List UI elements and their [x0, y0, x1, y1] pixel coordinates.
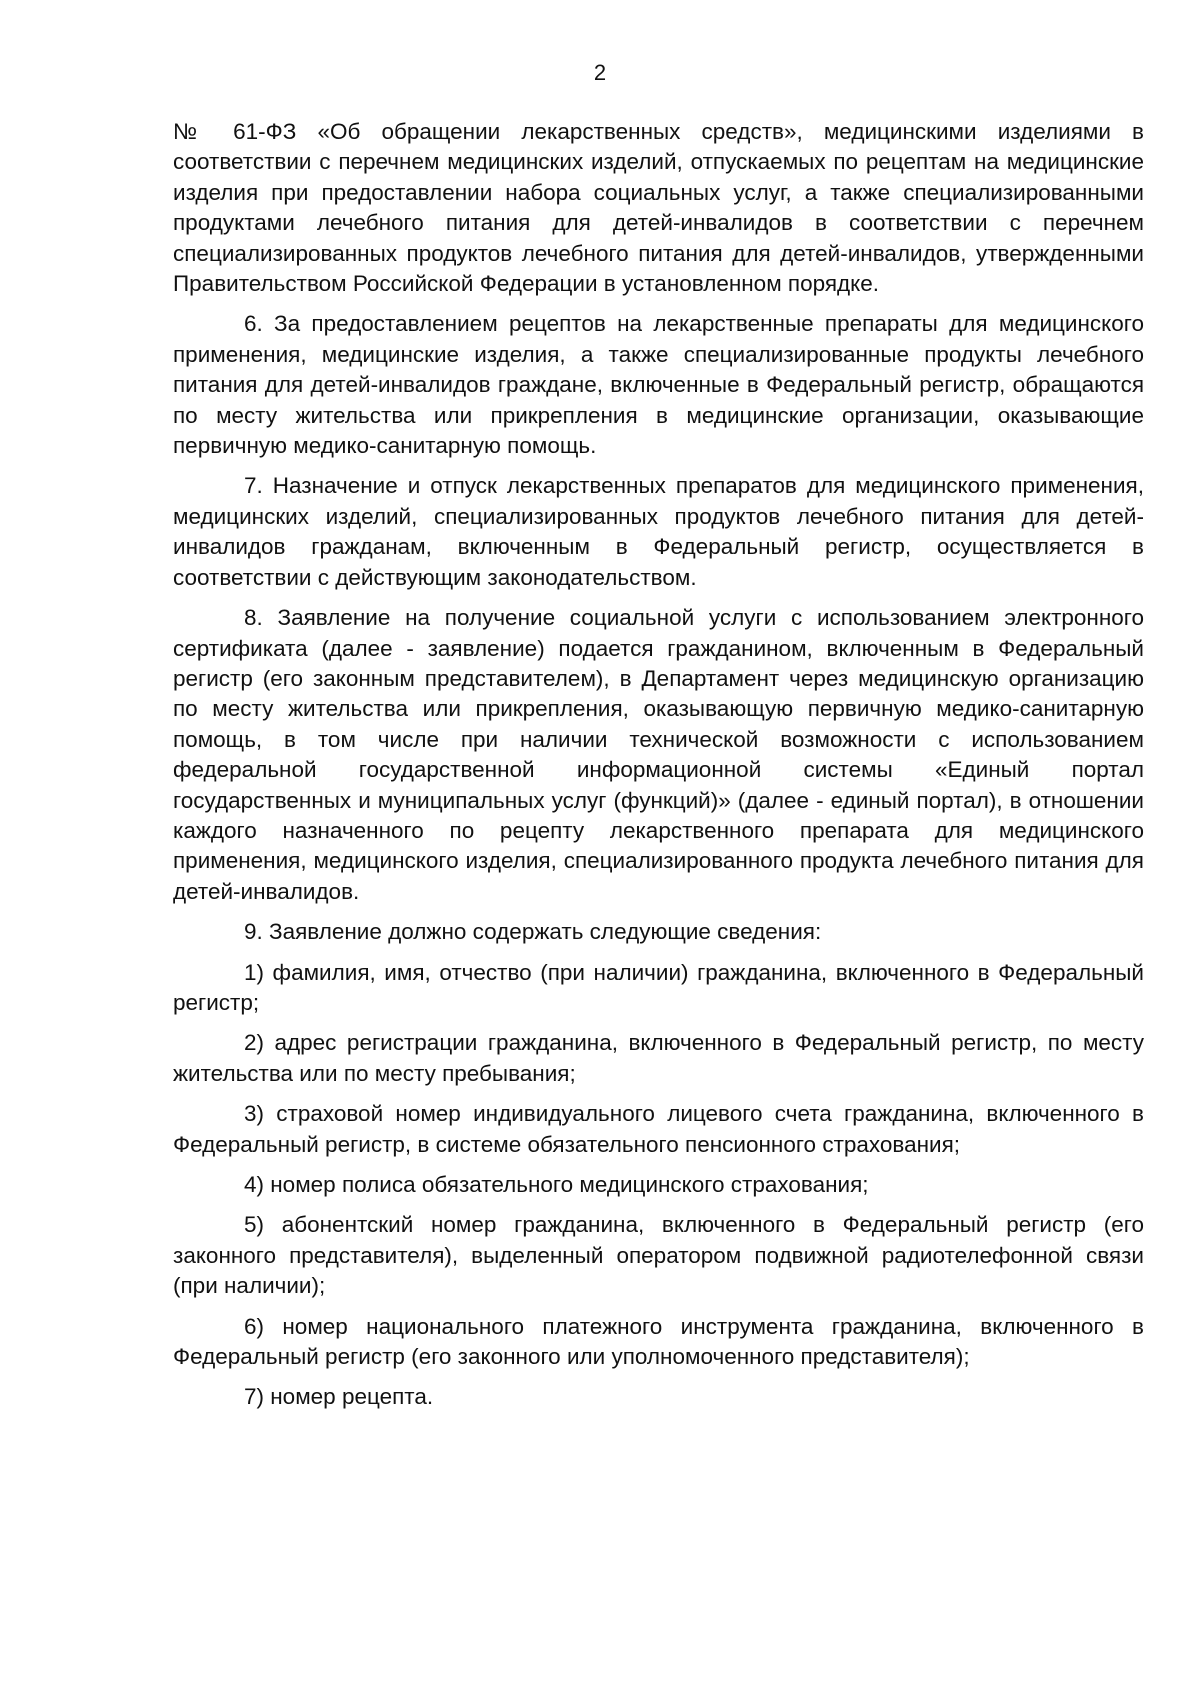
paragraph-item-6: 6. За предоставлением рецептов на лекарственные препараты для медицинского применения, медицинские изделия, а также специализированные продукты лечебного питания для детей-инвалидов граждане, включенные в Федеральный регистр, обращаются по месту жительства или прикрепления в медицинские организации, оказывающие первичную медико-санитарную помощь.	[173, 311, 1144, 459]
list-item-3: 3) страховой номер индивидуального лицевого счета гражданина, включенного в Федеральный регистр, в системе обязательного пенсионного страхования;	[173, 1101, 1144, 1157]
list-item-5: 5) абонентский номер гражданина, включенного в Федеральный регистр (его законного представителя), выделенный оператором подвижной радиотелефонной связи (при наличии);	[173, 1212, 1144, 1299]
list-item-2: 2) адрес регистрации гражданина, включенного в Федеральный регистр, по месту жительства или по месту пребывания;	[173, 1030, 1144, 1086]
list-item-7: 7) номер рецепта.	[244, 1384, 434, 1410]
page-number: 2	[593, 60, 607, 85]
paragraph-item-8: 8. Заявление на получение социальной услуги с использованием электронного сертификата (далее - заявление) подается гражданином, включенным в Федеральный регистр (его законным представителем), в Департамент через медицинскую организацию по месту жительства или прикрепления, оказывающую первичную медико-санитарную помощь, в том числе при наличии технической возможности с использованием федеральной государственной информационной системы «Единый портал государственных и муниципальных услуг (функций)» (далее - единый портал), в отношении каждого назначенного по рецепту лекарственного препарата для медицинского применения, медицинского изделия, специализированного продукта лечебного питания для детей-инвалидов.	[173, 605, 1144, 904]
document-body	[173, 117, 1144, 1423]
paragraph-continuation: № 61-ФЗ «Об обращении лекарственных средств», медицинскими изделиями в соответствии с перечнем медицинских изделий, отпускаемых по рецептам на медицинские изделия при предоставлении набора социальных услуг, а также специализированными продуктами лечебного питания для детей-инвалидов в соответствии с перечнем специализированных продуктов лечебного питания для детей-инвалидов, утвержденными Правительством Российской Федерации в установленном порядке.	[173, 119, 1144, 297]
list-item-6: 6) номер национального платежного инструмента гражданина, включенного в Федеральный регистр (его законного или уполномоченного представителя);	[173, 1313, 1144, 1370]
list-item-1: 1) фамилия, имя, отчество (при наличии) гражданина, включенного в Федеральный регистр;	[173, 959, 1144, 1015]
paragraph-item-7: 7. Назначение и отпуск лекарственных препаратов для медицинского применения, медицинских изделий, специализированных продуктов лечебного питания для детей-инвалидов гражданам, включенным в Федеральный регистр, осуществляется в соответствии с действующим законодательством.	[173, 473, 1144, 590]
list-item-4: 4) номер полиса обязательного медицинского страхования;	[244, 1172, 869, 1197]
paragraph-item-9: 9. Заявление должно содержать следующие сведения:	[244, 919, 822, 945]
